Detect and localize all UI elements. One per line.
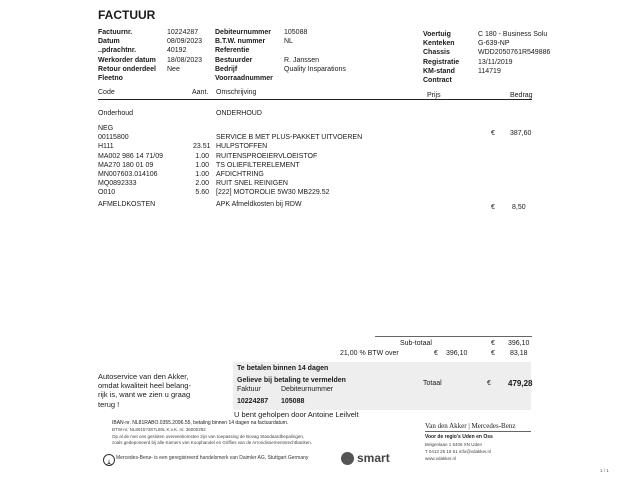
value-referentie [284, 46, 346, 55]
line-desc: SERVICE B MET PLUS-PAKKET UITVOEREN [216, 134, 363, 142]
value-fleetno [167, 74, 202, 83]
line-desc: RUITENSPROEIERVLOEISTOF [216, 152, 318, 160]
page-number: 1 / 1 [600, 468, 609, 473]
advert-line: omdat kwaliteit heel belang- [98, 381, 191, 391]
label-debiteurnummer: Debiteurnummer [215, 29, 272, 36]
header-left-labels [98, 28, 156, 83]
mercedes-benz-text: Mercedes-Benz [116, 455, 152, 461]
value-km-stand: 114719 [478, 67, 501, 75]
value-contract [478, 76, 550, 85]
label-opdrachtnr: ..pdrachtnr. [98, 47, 137, 55]
dealer-region: Voor de regio's Uden en Oss [425, 434, 493, 440]
line-codes [98, 124, 163, 198]
label-bedrijf: Bedrijf [215, 65, 238, 73]
value-opdrachtnr: 40192 [167, 47, 187, 55]
section-onderhoud-desc: ONDERHOUD [216, 110, 262, 117]
line-code: MN007603.014106 [98, 170, 158, 178]
value-btw-nummer: NL [284, 38, 293, 46]
footer-terms-2: zoals gedeponeerd bij alle Kamers van Koophandel en Griffies van de Arrondissementsrechtbanken. [112, 440, 313, 445]
line-code: O010 [98, 189, 116, 197]
col-omschrijving: Omschrijving [216, 89, 257, 96]
line-qty: 1.00 [195, 152, 209, 160]
line-qty: 1.00 [195, 170, 209, 178]
value-kenteken: G-639-NP [478, 40, 510, 48]
line-qty: 23.51 [193, 143, 211, 151]
label-voorraadnummer: Voorraadnummer [215, 74, 273, 82]
advert-line: rijk is, want we zien u graag [98, 390, 191, 400]
header-mid-values [284, 28, 346, 83]
value-factuurnr: 10224287 [167, 29, 199, 36]
advert-line: terug ! [98, 399, 120, 409]
line-qty [193, 133, 209, 142]
payment-col-faktuur: Faktuur [237, 386, 261, 393]
line-code: MA002 986 14 71/09 [98, 152, 163, 160]
payment-col-debiteurnummer: Debiteurnummer [281, 386, 334, 393]
section-afmeldkosten-desc: APK Afmeldkosten bij RDW [216, 201, 302, 208]
label-datum: Datum [98, 38, 120, 46]
service-amount-value: 387,60 [510, 130, 532, 137]
line-code: NEG [98, 125, 114, 132]
btw-base-currency: € [434, 350, 438, 357]
line-qty: 2.00 [195, 180, 209, 188]
payment-val-debiteurnummer: 105088 [281, 398, 305, 405]
label-btw-nummer: B.T.W. nummer [215, 38, 266, 46]
line-code: MQ0892333 [98, 180, 137, 188]
label-km-stand: KM-stand [423, 67, 455, 75]
label-fleetno: Fleetno [98, 74, 123, 82]
line-desc: [222] MOTOROLIE 5W30 MB229.52 [216, 189, 330, 197]
value-werkorder-datum: 18/08/2023 [167, 56, 203, 64]
afmeldkosten-value: 8,50 [512, 204, 526, 211]
col-bedrag: Bedrag [510, 92, 533, 99]
footer-btw: BTW-nr. NL8015?38?L80L K.v.K. nr. 36000292 [112, 427, 206, 432]
afmeldkosten-currency: € [491, 204, 495, 211]
label-contract: Contract [423, 76, 452, 84]
value-bestuurder: R. Janssen [284, 56, 320, 64]
line-code: MA270 180 01 09 [98, 161, 154, 169]
line-qty: 5.60 [195, 189, 209, 197]
section-onderhoud-code: Onderhoud [98, 110, 134, 117]
smart-logo-icon [341, 452, 354, 465]
value-bedrijf: Quality Insparations [284, 65, 346, 73]
value-voorraadnummer [284, 74, 346, 83]
total-label: Totaal [423, 380, 442, 387]
subtotaal-label: Sub-totaal [400, 340, 432, 347]
payment-due: Te betalen binnen 14 dagen [237, 365, 329, 372]
dealer-address: Belgenlaan 1 5406 XN Uden [425, 442, 483, 447]
line-qty: 1.00 [195, 161, 209, 169]
dealer-name: Van den Akker | Mercedes-Benz [425, 422, 516, 430]
total-value: 479,28 [508, 379, 533, 388]
value-chassis: WDD2050761R549886 [478, 49, 551, 57]
label-werkorder-datum: Werkorder datum [98, 56, 156, 64]
value-voertuig: C 180 - Business Solu [478, 31, 548, 38]
total-currency: € [487, 380, 491, 387]
label-factuurnr: Factuurnr. [98, 29, 133, 36]
advert-line: Autoservice van den Akker, [98, 372, 189, 381]
line-code: H111 [98, 143, 114, 151]
smart-text: smart [357, 451, 390, 465]
helped-by: U bent geholpen door Antoine Leilvelt [234, 410, 359, 419]
btw-value: 83,18 [510, 350, 528, 357]
line-desc: TS OLIEFILTERELEMENT [216, 161, 300, 169]
line-quantities [193, 124, 209, 198]
value-retour-onderdeel: Nee [167, 65, 180, 73]
value-debiteurnummer: 105088 [284, 29, 308, 36]
line-qty [193, 124, 209, 133]
header-right-values [478, 30, 550, 85]
advert-text [98, 372, 191, 409]
header-divider [98, 99, 532, 100]
btw-currency: € [491, 350, 495, 357]
label-retour-onderdeel: Retour onderdeel [98, 65, 156, 73]
subtotal-divider [375, 336, 532, 337]
btw-label: 21,00 % BTW over [340, 350, 399, 357]
daimler-text: – is een geregistreerd handelsmerk van Daimler AG, Stuttgart Germany [150, 455, 309, 461]
label-kenteken: Kenteken [423, 40, 455, 48]
footer-terms-1: Op al de met ons gesloten overeenkomsten zijn van toepassing de Bovag Standaardbepalingen, [112, 434, 305, 439]
line-code: 00115800 [98, 134, 129, 142]
line-desc: RUIT SNEL REINIGEN [216, 180, 288, 188]
label-bestuurder: Bestuurder [215, 56, 253, 64]
value-registratie: 13/11/2019 [478, 58, 513, 66]
label-voertuig: Voertuig [423, 31, 451, 38]
payment-ref-label: Gelieve bij betaling te vermelden [237, 377, 346, 384]
btw-base-value: 396,10 [446, 350, 468, 357]
col-aant: Aant. [192, 89, 209, 96]
value-datum: 08/09/2023 [167, 38, 203, 46]
subtotaal-value: 396,10 [508, 340, 530, 347]
header-left-values [167, 28, 202, 83]
col-prijs: Prijs [427, 92, 441, 99]
header-mid-labels [215, 28, 273, 83]
col-code: Code [98, 89, 115, 96]
line-desc [216, 124, 362, 133]
dealer-web: www.vdakker.nl [425, 456, 457, 461]
line-desc: AFDICHTRING [216, 170, 264, 178]
footer-bank: IBAN-nr. NL81RABO.0355.2096.55, betaling binnen 14 dagen na factuurdatum. [112, 420, 289, 426]
label-chassis: Chassis [423, 49, 450, 57]
label-registratie: Registratie [423, 58, 460, 66]
invoice-title: FACTUUR [98, 8, 156, 22]
mercedes-star-icon [103, 454, 115, 466]
subtotaal-currency: € [491, 340, 495, 347]
label-referentie: Referentie [215, 47, 250, 55]
header-right-labels [423, 30, 459, 85]
dealer-divider [425, 431, 531, 432]
line-descriptions [216, 124, 362, 198]
payment-val-faktuur: 10224287 [237, 398, 269, 405]
dealer-contact: T 0413 25 19 51 info@vdakker.nl [425, 449, 492, 454]
service-amount-currency: € [491, 130, 495, 137]
section-afmeldkosten-code: AFMELDKOSTEN [98, 201, 156, 208]
line-desc: HULPSTOFFEN [216, 143, 268, 151]
